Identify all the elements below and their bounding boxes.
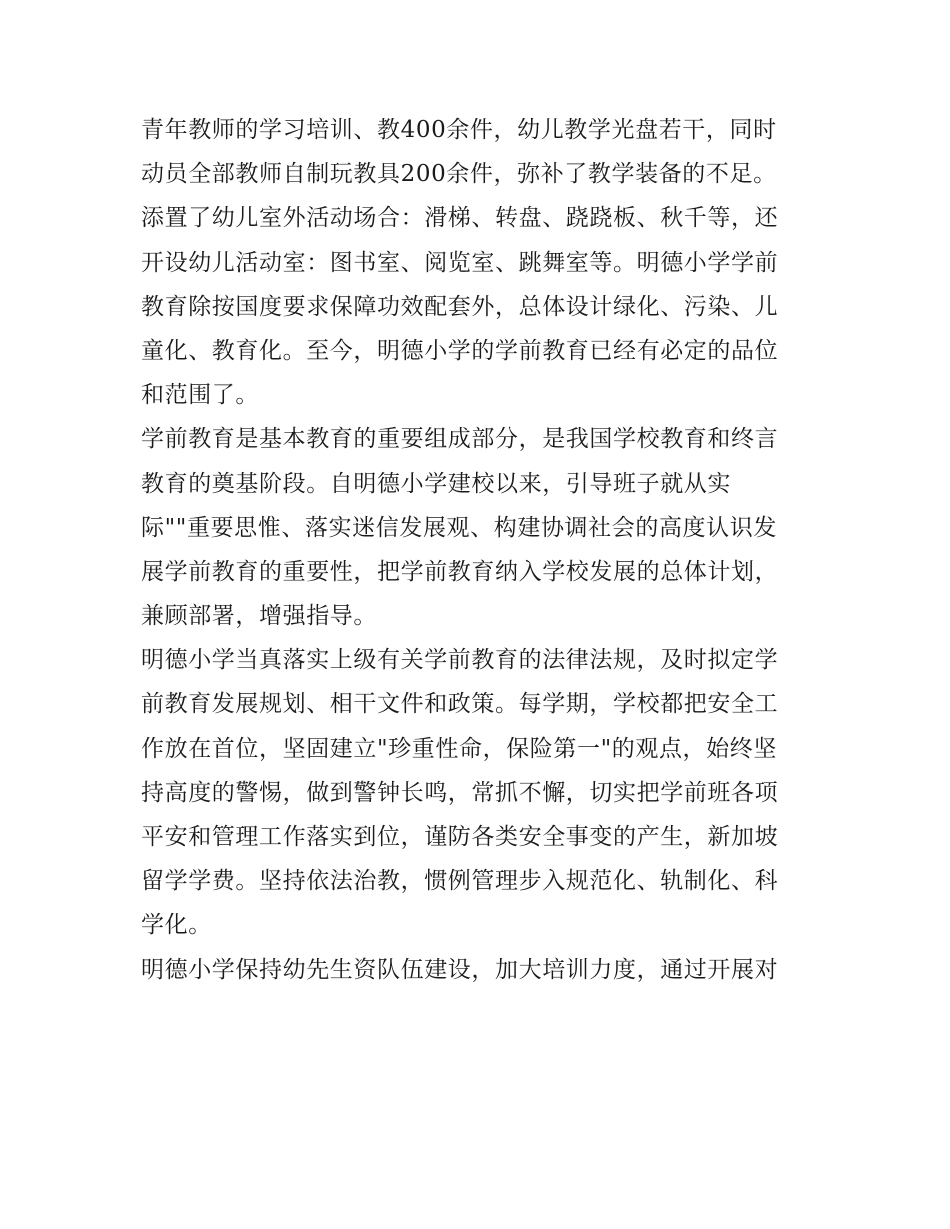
text-line: 青年教师的学习培训、教400余件，幼儿教学光盘若干，同时 (141, 117, 777, 143)
text-line: 兼顾部署，增强指导。 (141, 603, 377, 630)
text-line: 开设幼儿活动室：图书室、阅览室、跳舞室等。明德小学学前 (141, 249, 779, 276)
text-line: 学前教育是基本教育的重要组成部分，是我国学校教育和终言 (141, 426, 779, 453)
text-line: 持高度的警惕，做到警钟长鸣，常抓不懈，切实把学前班各项 (141, 779, 779, 806)
paragraph (141, 948, 821, 992)
paragraph (141, 417, 821, 638)
text-line: 际""重要思惟、落实迷信发展观、构建协调社会的高度认识发 (141, 514, 777, 541)
text-line: 动员全部教师自制玩教具200余件，弥补了教学装备的不足。 (141, 161, 777, 188)
paragraph (141, 638, 821, 947)
text-line: 明德小学当真落实上级有关学前教育的法律法规，及时拟定学 (141, 647, 779, 674)
text-line: 和范围了。 (141, 382, 259, 409)
text-line: 作放在首位，坚固建立"珍重性命，保险第一"的观点，始终坚 (141, 735, 777, 762)
text-line: 教育除按国度要求保障功效配套外，总体设计绿化、污染、儿 (141, 293, 779, 320)
paragraph (141, 108, 821, 417)
text-line: 教育的奠基阶段。自明德小学建校以来，引导班子就从实 (141, 470, 731, 497)
text-line: 展学前教育的重要性，把学前教育纳入学校发展的总体计划， (141, 558, 779, 585)
text-line: 留学学费。坚持依法治教，惯例管理步入规范化、轨制化、科 (141, 868, 779, 895)
text-line: 明德小学保持幼先生资队伍建设，加大培训力度，通过开展对 (141, 956, 779, 983)
text-line: 前教育发展规划、相干文件和政策。每学期，学校都把安全工 (141, 691, 779, 718)
text-line: 添置了幼儿室外活动场合：滑梯、转盘、跷跷板、秋千等，还 (141, 205, 779, 232)
text-line: 童化、教育化。至今，明德小学的学前教育已经有必定的品位 (141, 337, 779, 364)
text-line: 学化。 (141, 912, 212, 939)
document-body (141, 108, 821, 992)
text-line: 平安和管理工作落实到位，谨防各类安全事变的产生，新加坡 (141, 824, 779, 850)
